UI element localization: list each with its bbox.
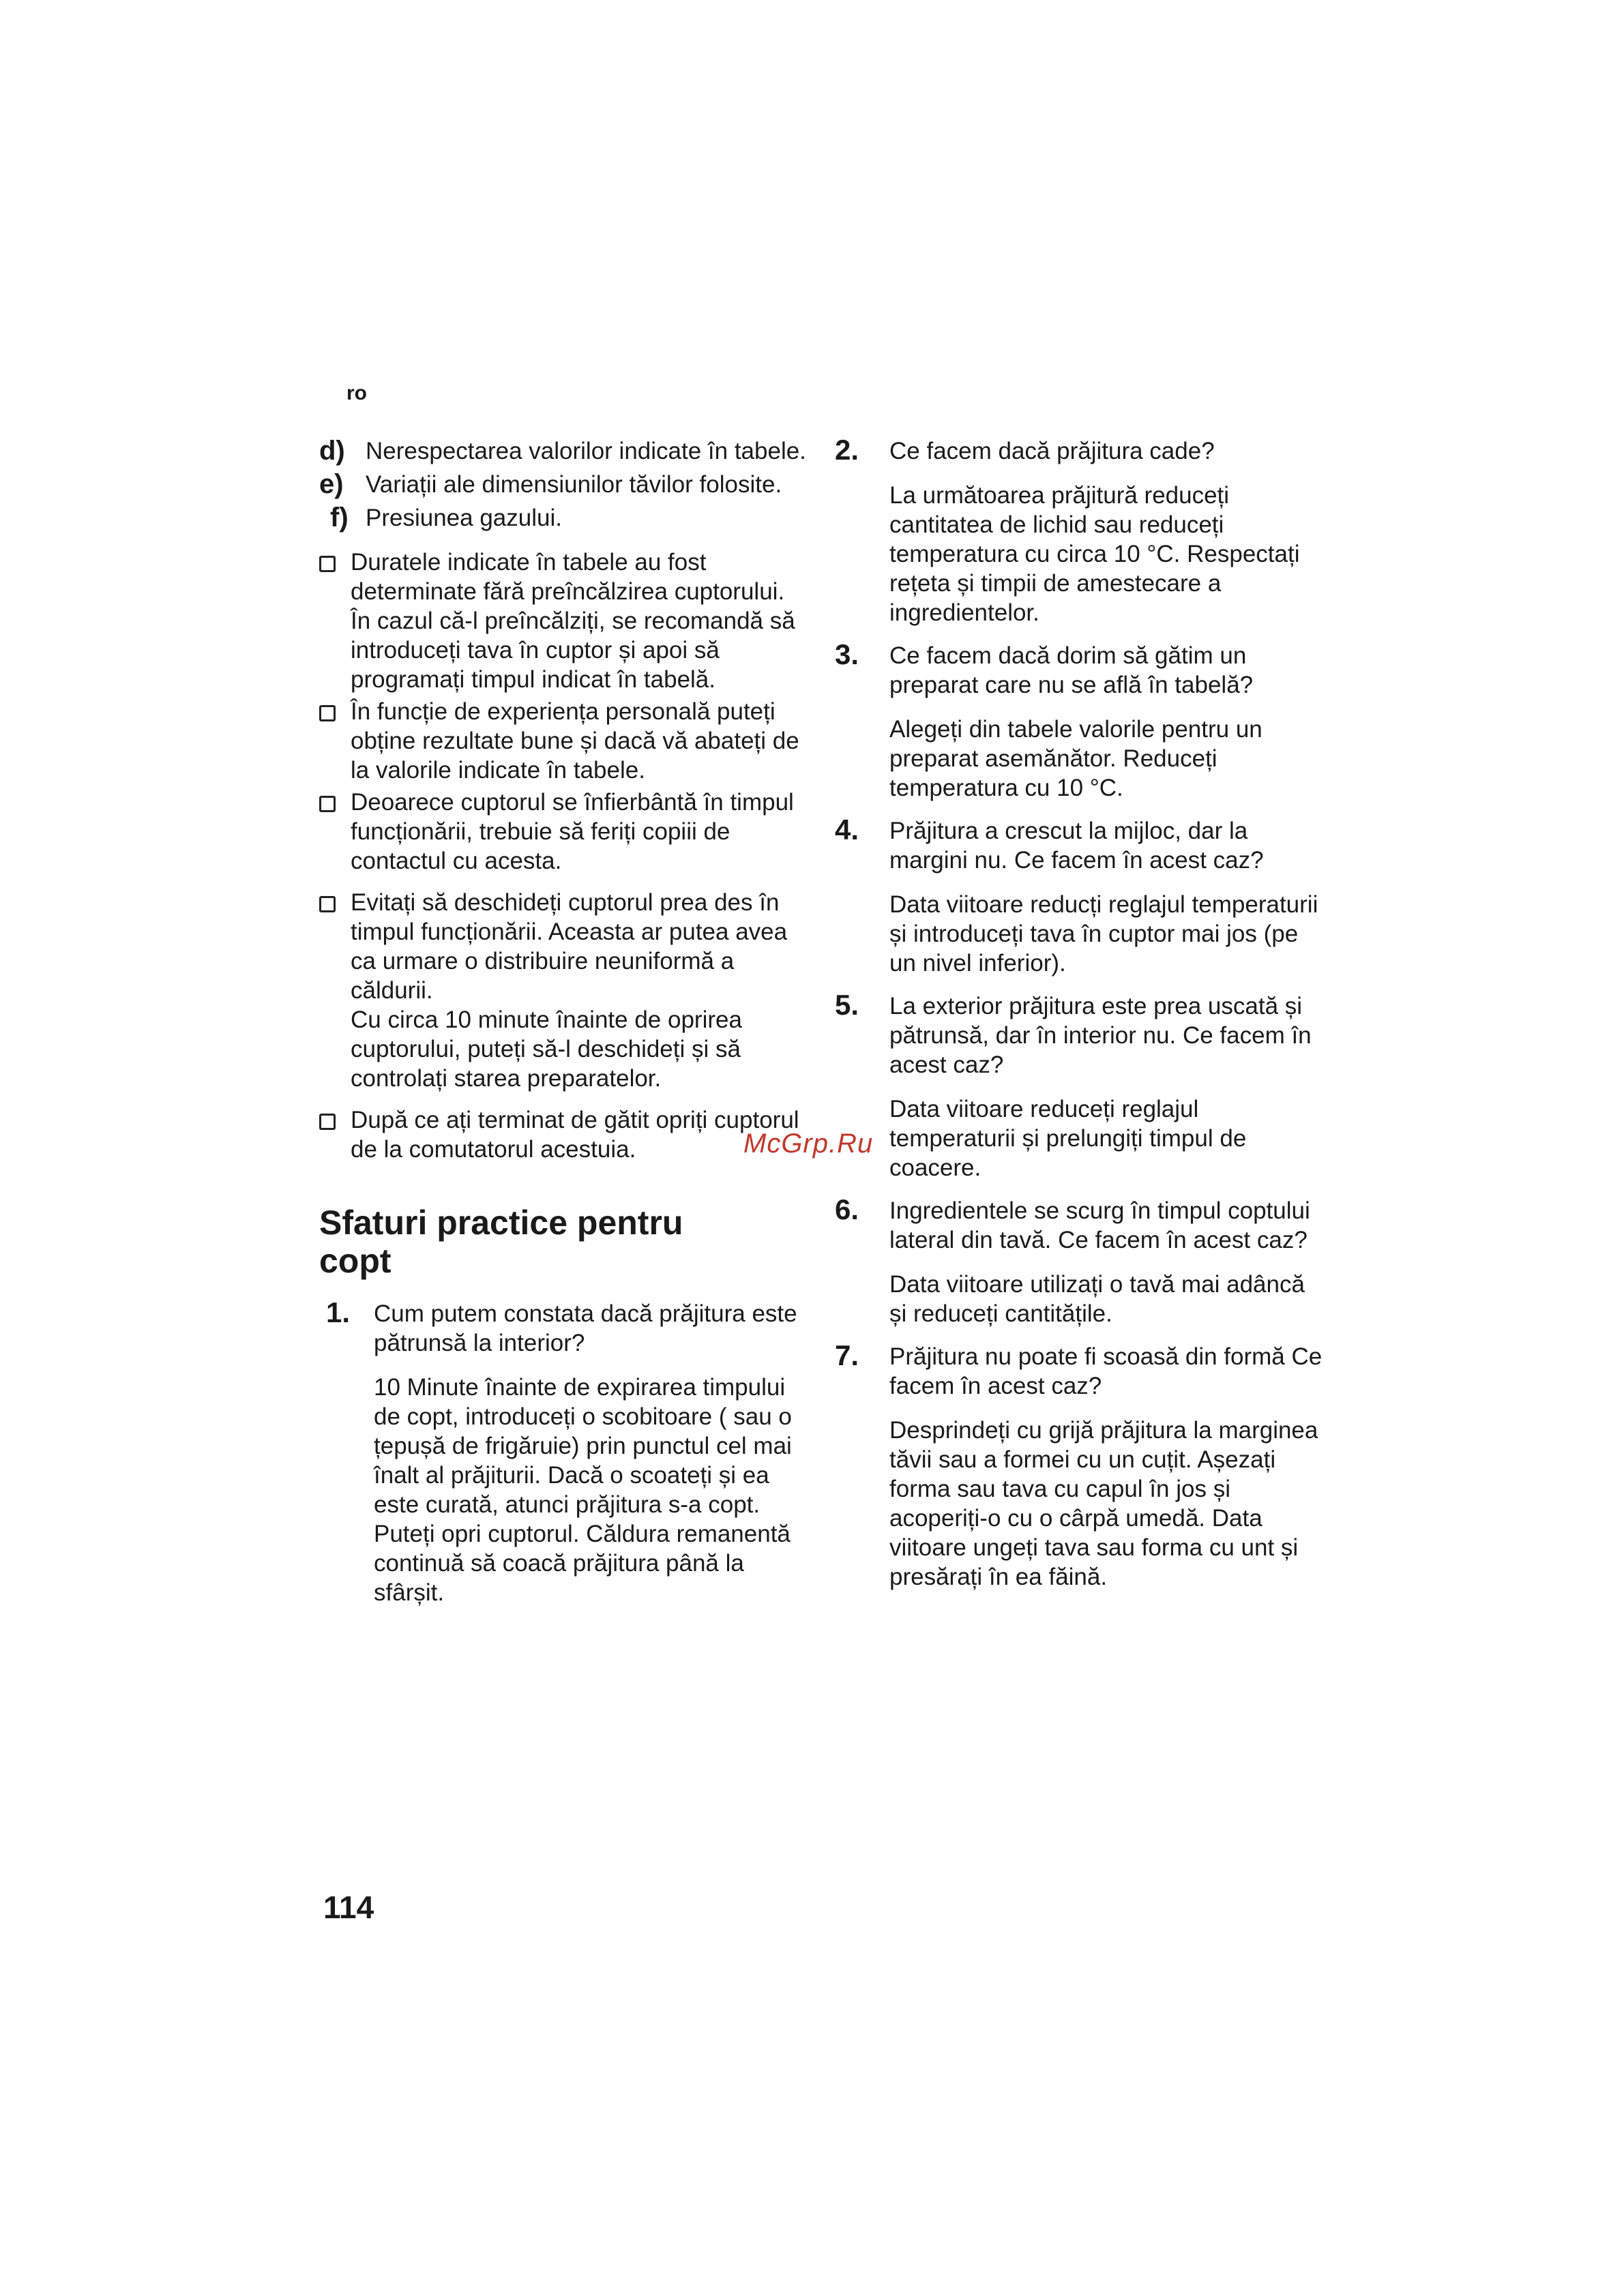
checkbox-bullet-icon (319, 705, 336, 721)
list-marker: d) (319, 436, 345, 466)
tip-question: Prăjitura nu poate fi scoasă din formă Ce facem în acest caz? (889, 1343, 1323, 1399)
tip-number: 7. (835, 1339, 859, 1371)
tip-item (833, 638, 1325, 803)
left-column (319, 436, 810, 1621)
tip-number: 4. (835, 814, 859, 846)
tip-question: Cum putem constata dacă prăjitura este pătrunsă la interior? (374, 1300, 797, 1356)
bullet-item (319, 788, 810, 876)
right-column (833, 436, 1325, 1605)
list-item-text: Presiunea gazului. (366, 505, 562, 531)
bullet-item (319, 548, 810, 694)
bullet-text: Deoarece cuptorul se înfierbântă în timpul funcționării, trebuie să feriți copiii de contactul cu acesta. (351, 789, 794, 874)
list-marker: f) (330, 503, 349, 533)
tip-number: 1. (326, 1296, 351, 1328)
tip-item (319, 1296, 810, 1607)
tip-item (833, 1339, 1325, 1592)
checkbox-bullet-icon (319, 1114, 336, 1130)
tip-item (833, 989, 1325, 1182)
tip-answer: Alegeți din tabele valorile pentru un preparat asemănător. Reduceți temperatura cu 10 °C. (889, 716, 1263, 801)
bullet-text: În funcție de experiența personală puteți obține rezultate bune și dacă vă abateți de la valorile indicate în tabele. (351, 698, 799, 784)
tip-question: Ingredientele se scurg în timpul coptului lateral din tavă. Ce facem în acest caz? (889, 1197, 1310, 1253)
checkbox-bullet-icon (319, 796, 336, 812)
checkbox-bullet-icon (319, 896, 336, 912)
tip-question: Ce facem dacă dorim să gătim un preparat care nu se află în tabelă? (889, 642, 1254, 698)
tip-item (833, 1193, 1325, 1328)
tip-answer: 10 Minute înainte de expirarea timpului de copt, introduceți o scobitoare ( sau o țepușă de frigăruie) prin punctul cel mai înalt al prăjiturii. Dacă o scoateți și ea este curată, atunci prăjitura s-a copt. Puteți opri cuptorul. Căldura remanentă continuă să coacă prăjitura până la sfârșit. (374, 1374, 792, 1606)
list-item (319, 436, 810, 466)
bullet-item (319, 1105, 810, 1164)
tip-question: Prăjitura a crescut la mijloc, dar la margini nu. Ce facem în acest caz? (889, 818, 1264, 874)
list-marker: e) (319, 469, 344, 499)
list-item (319, 470, 810, 499)
tip-question: Ce facem dacă prăjitura cade? (889, 438, 1215, 464)
tip-number: 5. (835, 989, 859, 1021)
section-title: Sfaturi practice pentru copt (319, 1204, 683, 1280)
bullet-item (319, 697, 810, 785)
tip-answer: Data viitoare utilizați o tavă mai adâncă și reduceți cantitățile. (889, 1271, 1305, 1327)
tip-answer: Data viitoare reducți reglajul temperaturii și introduceți tava în cuptor mai jos (pe un nivel inferior). (889, 891, 1318, 976)
tip-number: 3. (835, 638, 859, 670)
tip-item (833, 816, 1325, 978)
bullet-text: Evitați să deschideți cuptorul prea des în timpul funcționării. Aceasta ar putea avea ca urmare o distribuire neuniformă a căldurii. Cu circa 10 minute înainte de oprirea cuptorului, puteți să-l deschideți și să controlați starea preparatelor. (351, 889, 788, 1092)
bullet-item (319, 888, 810, 1093)
language-code: ro (346, 382, 367, 404)
watermark: McGrp.Ru (743, 1129, 874, 1159)
checkbox-bullet-icon (319, 556, 336, 572)
tip-item (833, 436, 1325, 627)
tip-question: La exterior prăjitura este prea uscată și pătrunsă, dar în interior nu. Ce facem în acest caz? (889, 993, 1312, 1078)
tip-answer: Data viitoare reduceți reglajul temperaturii și prelungiți timpul de coacere. (889, 1096, 1247, 1181)
tip-answer: Desprindeți cu grijă prăjitura la marginea tăvii sau a formei cu un cuțit. Așezați forma sau tava cu capul în jos și acoperiți-o cu o cârpă umedă. Data viitoare ungeți tava sau forma cu unt și presărați în ea făină. (889, 1417, 1318, 1590)
list-item-text: Variații ale dimensiunilor tăvilor folosite. (366, 471, 782, 498)
tip-number: 6. (835, 1193, 859, 1225)
bullet-text: Duratele indicate în tabele au fost determinate fără preîncălzirea cuptorului. În cazul că-l preîncălziți, se recomandă să introduceți tava în cuptor și apoi să programați timpul indicat în tabelă. (351, 549, 795, 693)
tip-number: 2. (835, 434, 859, 466)
list-item-text: Nerespectarea valorilor indicate în tabele. (366, 438, 806, 464)
bullet-text: După ce ați terminat de gătit opriți cuptorul de la comutatorul acestuia. (351, 1107, 799, 1163)
list-item (319, 503, 810, 533)
page-number: 114 (323, 1890, 374, 1925)
tip-answer: La următoarea prăjitură reduceți cantitatea de lichid sau reduceți temperatura cu circa 10 °C. Respectați rețeta și timpii de amestecare a ingredientelor. (889, 482, 1300, 626)
